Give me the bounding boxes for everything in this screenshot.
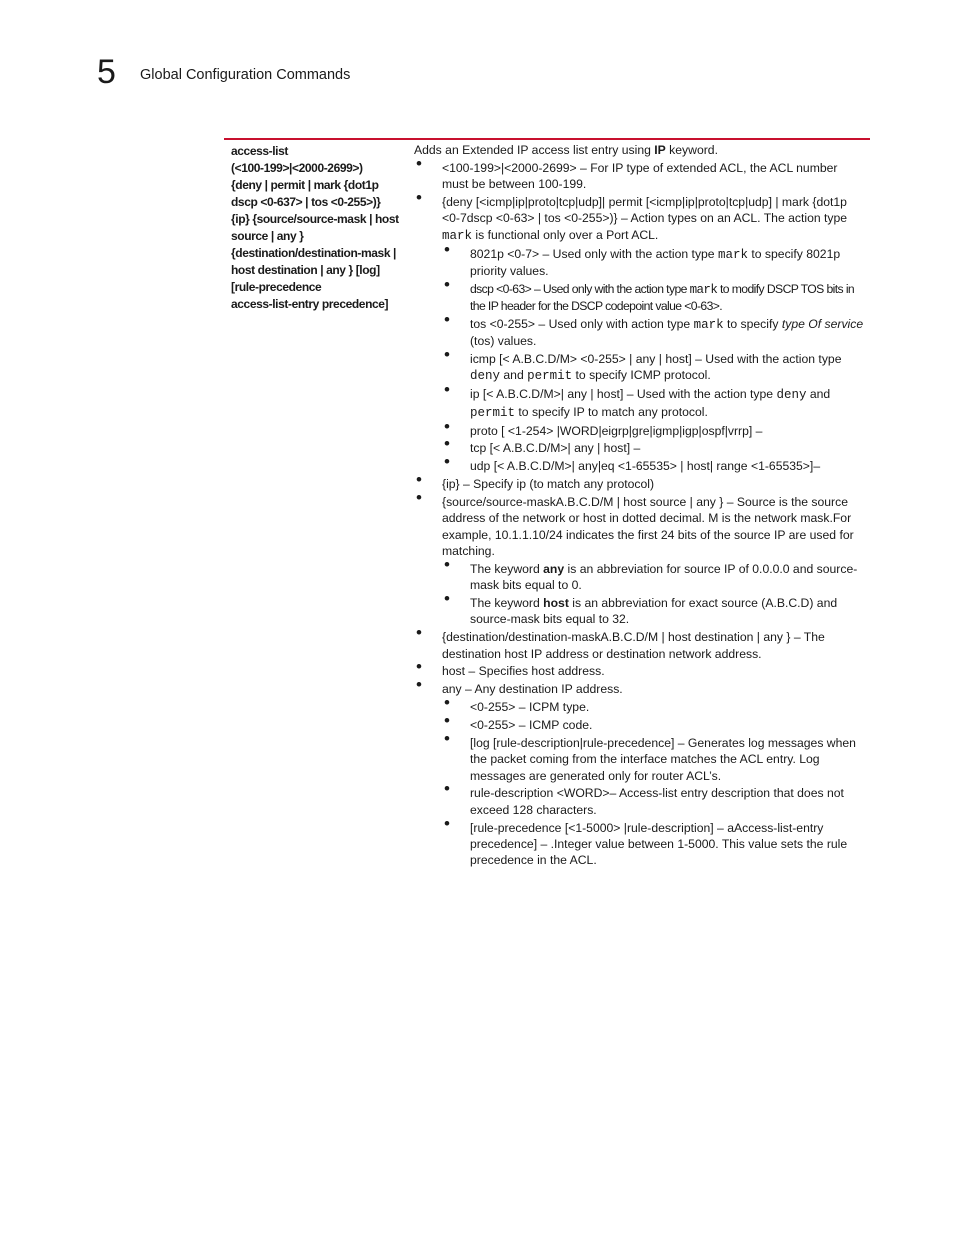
item-text: proto [ <1-254> |WORD|eigrp|gre|igmp|igp|ospf|vrrp] – <box>470 423 763 438</box>
item-text: udp [< A.B.C.D/M>| any|eq <1-65535> | host| range <1-65535>]– <box>470 459 821 474</box>
list-item <box>414 423 864 439</box>
list-item <box>414 735 864 784</box>
italic-term: type Of service <box>781 316 864 331</box>
item-text: ip [< A.B.C.D/M>| any | host] – Used with the action type <box>470 387 777 402</box>
list-item <box>414 246 864 280</box>
list-item <box>414 717 864 733</box>
table-top-rule <box>224 138 870 140</box>
item-text: <100-199>|<2000-2699> – For IP type of extended ACL, the ACL number must be between 100-199. <box>442 160 838 192</box>
item-text: to specify ICMP protocol. <box>572 368 711 383</box>
code-term: permit <box>470 405 516 420</box>
parameter-list <box>414 160 864 869</box>
item-text: icmp [< A.B.C.D/M> <0-255> | any | host] – Used with the action type <box>470 352 842 367</box>
syntax-line: dscp <0-637> | tos <0-255>)} <box>231 195 381 209</box>
code-term: deny <box>470 369 501 384</box>
syntax-line: source | any } <box>231 229 304 243</box>
list-item <box>414 785 864 818</box>
code-term: mark <box>442 228 473 243</box>
item-text: <0-255> – ICPM type. <box>470 700 590 715</box>
item-text: {deny [<icmp|ip|proto|tcp|udp]| permit [<icmp|ip|proto|tcp|udp] | mark {dot1p <0-7dscp <0-63> | tos <0-255>)} – Action types on an ACL. The action type <box>442 195 848 226</box>
item-text: {ip} – Specify ip (to match any protocol) <box>442 477 655 492</box>
list-item <box>414 494 864 559</box>
intro-keyword: IP <box>654 143 666 157</box>
list-item <box>414 681 864 697</box>
item-text: The keyword <box>470 596 544 611</box>
list-item <box>414 595 864 628</box>
chapter-number: 5 <box>97 53 116 91</box>
item-text: The keyword <box>470 561 544 576</box>
code-term: deny <box>776 388 807 403</box>
item-text: to specify 8021p priority values. <box>470 246 841 278</box>
code-term: mark <box>693 317 724 332</box>
list-item <box>414 194 864 244</box>
command-description <box>414 142 864 870</box>
list-item <box>414 281 864 315</box>
item-text: to specify <box>723 316 782 331</box>
syntax-line: access-list-entry precedence] <box>231 297 389 311</box>
keyword-term: host <box>543 596 569 611</box>
item-text: [log [rule-description|rule-precedence] – Generates log messages when the packet coming from the interface matches the ACL entry. Log messages are generated only for router ACL’s. <box>470 735 856 783</box>
item-text: (tos) values. <box>470 334 537 349</box>
item-text: to specify IP to match any protocol. <box>515 404 708 419</box>
syntax-line: host destination | any } [log] <box>231 263 380 277</box>
list-item <box>414 440 864 456</box>
item-text: and <box>806 387 831 402</box>
list-item <box>414 663 864 679</box>
intro-pre: Adds an Extended IP access list entry using <box>414 143 655 157</box>
item-text: [rule-precedence [<1-5000> |rule-description] – aAccess-list-entry precedence] – .Integer value between 1-5000. This value sets the rule precedence in the ACL. <box>470 820 848 868</box>
list-item <box>414 561 864 594</box>
item-text: to modify DSCP TOS bits in the IP header for the DSCP codepoint value <0-63>. <box>470 281 855 314</box>
code-term: mark <box>689 282 718 297</box>
list-item <box>414 629 864 662</box>
list-item <box>414 351 864 385</box>
intro-text <box>414 142 864 158</box>
item-text: {source/source-maskA.B.C.D/M | host source | any } – Source is the source address of the network or host in dotted decimal. M is the network mask.For example, 10.1.1.10/24 indicates the first 24 bits of the source IP are used for matching. <box>442 495 854 558</box>
list-item <box>414 476 864 492</box>
command-syntax <box>231 143 407 313</box>
item-text: rule-description <WORD>– Access-list entry description that does not exceed 128 characters. <box>470 786 844 817</box>
list-item <box>414 458 864 474</box>
chapter-title: Global Configuration Commands <box>140 67 351 83</box>
syntax-line: {deny | permit | mark {dot1p <box>231 178 379 192</box>
item-text: is an abbreviation for exact source (A.B.C.D) and source-mask bits equal to 32. <box>470 596 838 627</box>
code-term: mark <box>717 247 748 262</box>
item-text: is functional only over a Port ACL. <box>472 227 659 242</box>
item-text: tos <0-255> – Used only with action type <box>470 316 694 331</box>
syntax-line: access-list <box>231 144 288 158</box>
item-text: is an abbreviation for source IP of 0.0.0.0 and source-mask bits equal to 0. <box>470 561 858 593</box>
syntax-line: [rule-precedence <box>231 280 322 294</box>
list-item <box>414 160 864 193</box>
keyword-term: any <box>543 561 565 576</box>
item-text: dscp <0-63> – Used only with the action type <box>470 281 690 296</box>
code-term: permit <box>527 369 573 384</box>
item-text: tcp [< A.B.C.D/M>| any | host] – <box>470 441 641 456</box>
list-item <box>414 699 864 715</box>
syntax-line: (<100-199>|<2000-2699>) <box>231 161 363 175</box>
list-item <box>414 820 864 869</box>
item-text: any – Any destination IP address. <box>442 682 623 697</box>
item-text: {destination/destination-maskA.B.C.D/M | host destination | any } – The destination host IP address or destination network address. <box>442 630 825 661</box>
item-text: host – Specifies host address. <box>442 664 605 679</box>
syntax-line: {ip} {source/source-mask | host <box>231 212 399 226</box>
intro-post: keyword. <box>665 143 718 157</box>
list-item <box>414 386 864 421</box>
item-text: and <box>500 368 528 383</box>
list-item <box>414 316 864 350</box>
item-text: <0-255> – ICMP code. <box>470 718 593 733</box>
item-text: 8021p <0-7> – Used only with the action type <box>470 246 718 261</box>
syntax-line: {destination/destination-mask | <box>231 246 396 260</box>
